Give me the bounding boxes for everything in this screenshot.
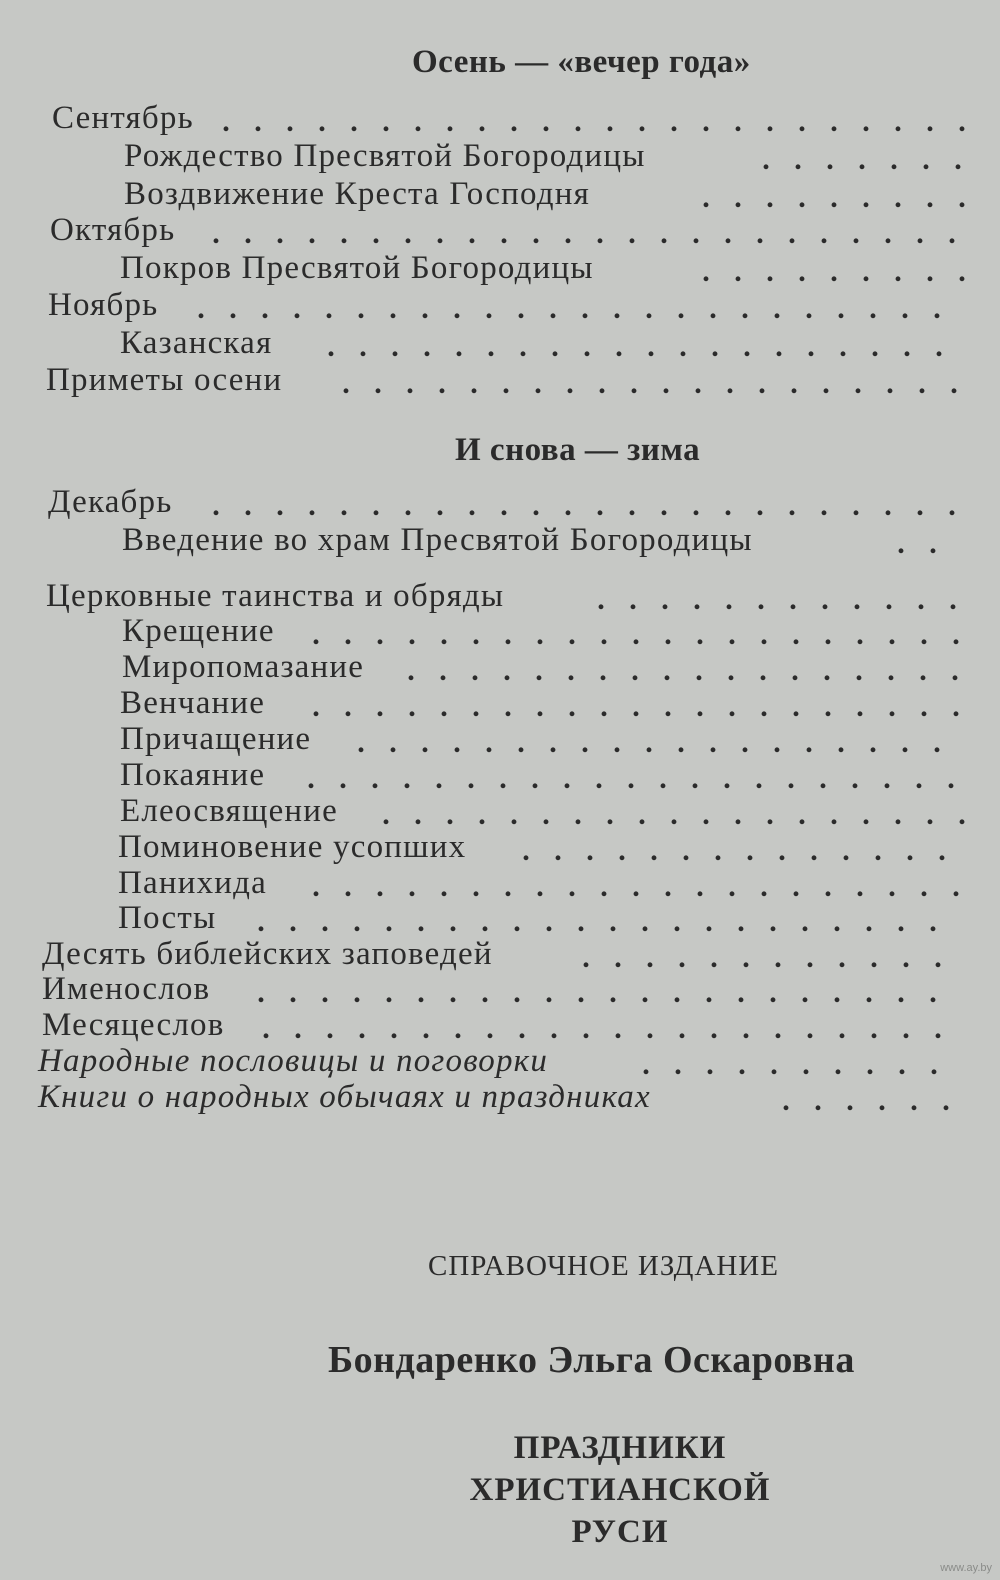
- leader-dots: . . . . . . . . . . . . . . . . . . .: [382, 798, 966, 831]
- toc-entry: Казанская: [120, 325, 273, 361]
- leader-dots: . . . . . .: [782, 1084, 950, 1117]
- toc-entry: Причащение: [120, 721, 312, 757]
- toc-entry: Поминовение усопших: [118, 829, 467, 865]
- toc-entry: Покров Пресвятой Богородицы: [120, 250, 594, 286]
- leader-dots: . . . . . . . . . . . . . . . . . . . . . .: [257, 976, 937, 1009]
- leader-dots: . . . . . . . . .: [702, 181, 966, 214]
- book-title-line: РУСИ: [571, 1514, 669, 1550]
- leader-dots: . . . . . . .: [762, 143, 962, 176]
- toc-entry: Миропомазание: [122, 649, 365, 685]
- toc-entry: Именослов: [42, 971, 211, 1007]
- leader-dots: . . . . . . . . . . . . . .: [522, 834, 946, 867]
- toc-entry: Книги о народных обычаях и праздниках: [38, 1079, 651, 1115]
- leader-dots: . . . . . . . . . . . . . . . . . . .: [357, 726, 941, 759]
- leader-dots: . . . . . . . . . . . . . . . . . . . .: [342, 367, 958, 400]
- toc-entry: Десять библейских заповедей: [42, 936, 493, 972]
- toc-entry: Октябрь: [50, 212, 176, 248]
- toc-entry: Воздвижение Креста Господня: [124, 176, 590, 212]
- leader-dots: . . . . . . . . . . . .: [582, 941, 942, 974]
- leader-dots: . . . . . . . . . . . . . . . . . . . . . . . .: [212, 489, 956, 522]
- author-name: Бондаренко Эльга Оскаровна: [328, 1339, 855, 1381]
- toc-entry: Церковные таинства и обряды: [46, 578, 505, 614]
- toc-entry: Народные пословицы и поговорки: [38, 1043, 549, 1079]
- toc-entry: Крещение: [122, 613, 275, 649]
- leader-dots: . . . . . . . . . . . . . . . . . . . .: [327, 330, 943, 363]
- leader-dots: . . . . . . . . . . . . . . . . . .: [407, 654, 959, 687]
- leader-dots: . .: [897, 527, 937, 560]
- watermark: www.ay.by: [940, 1562, 992, 1574]
- book-title-line: ХРИСТИАНСКОЙ: [469, 1472, 771, 1508]
- toc-entry: Елеосвящение: [120, 793, 338, 829]
- book-title-line: ПРАЗДНИКИ: [513, 1430, 727, 1466]
- toc-entry: Рождество Пресвятой Богородицы: [124, 138, 646, 174]
- toc-entry: Посты: [118, 900, 217, 936]
- leader-dots: . . . . . . . . . . . . . . . . . . . . .: [312, 690, 960, 723]
- leader-dots: . . . . . . . . . . . . . . . . . . . . . .: [262, 1012, 942, 1045]
- toc-entry: Покаяние: [120, 757, 266, 793]
- toc-entry: Месяцеслов: [42, 1007, 225, 1043]
- toc-entry: Декабрь: [48, 484, 173, 520]
- leader-dots: . . . . . . . . . . . . . . . . . . . . .: [307, 762, 955, 795]
- leader-dots: . . . . . . . . . . . . . . . . . . . . .: [312, 870, 960, 903]
- toc-entry: Венчание: [120, 685, 266, 721]
- leader-dots: . . . . . . . . . . . . . . . . . . . . . . . .: [212, 217, 956, 250]
- leader-dots: . . . . . . . . . . . . . . . . . . . . . . . .: [222, 105, 966, 138]
- section-heading-winter: И снова — зима: [455, 432, 701, 468]
- toc-entry: Введение во храм Пресвятой Богородицы: [122, 522, 753, 558]
- toc-entry: Сентябрь: [52, 100, 194, 136]
- leader-dots: . . . . . . . . . . . . . . . . . . . . . . . .: [197, 292, 941, 325]
- leader-dots: . . . . . . . . .: [702, 255, 966, 288]
- leader-dots: . . . . . . . . . .: [642, 1048, 938, 1081]
- leader-dots: . . . . . . . . . . . . . . . . . . . . .: [312, 618, 960, 651]
- leader-dots: . . . . . . . . . . . .: [597, 583, 957, 616]
- leader-dots: . . . . . . . . . . . . . . . . . . . . . .: [257, 905, 937, 938]
- toc-entry: Панихида: [118, 865, 267, 901]
- edition-type: СПРАВОЧНОЕ ИЗДАНИЕ: [428, 1250, 779, 1282]
- section-heading-autumn: Осень — «вечер года»: [412, 44, 751, 80]
- toc-entry: Приметы осени: [46, 362, 283, 398]
- toc-entry: Ноябрь: [48, 287, 159, 323]
